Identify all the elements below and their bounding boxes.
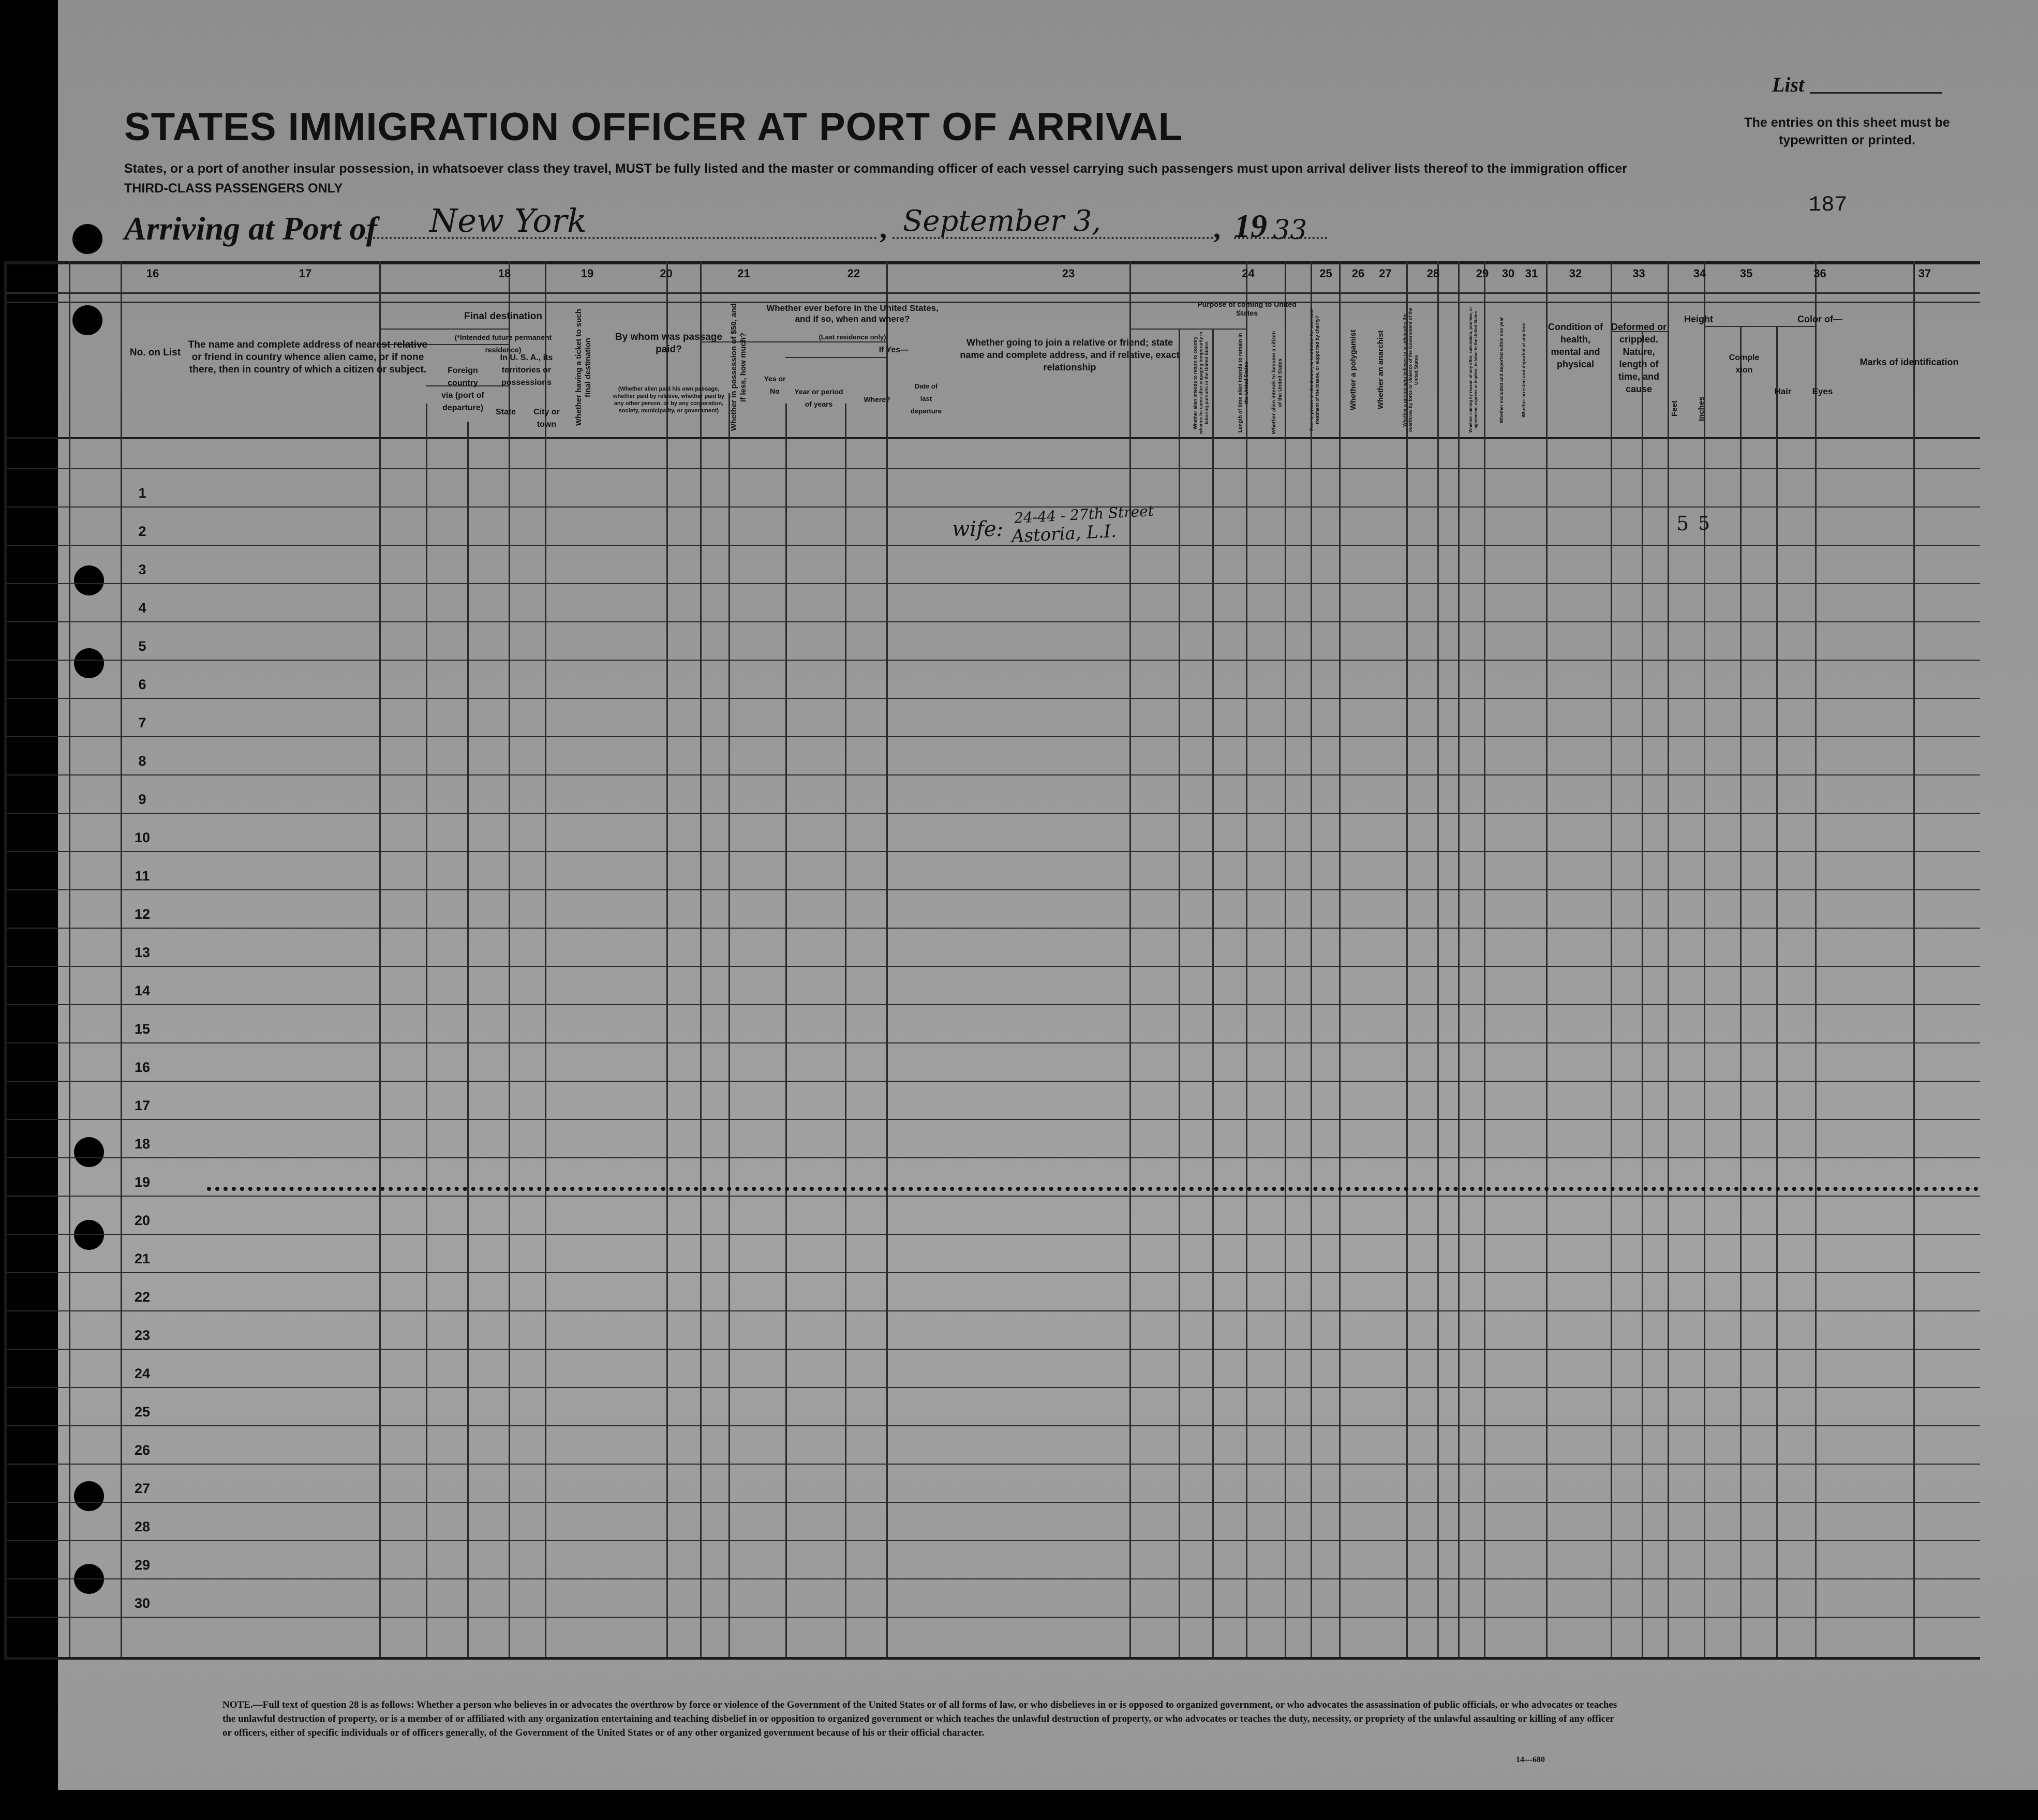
- manifest-grid: [4, 261, 1980, 1657]
- row-number: 25: [134, 1404, 151, 1420]
- header-final-destination: Final destination: [464, 311, 542, 322]
- column-number: 22: [847, 267, 860, 280]
- row-number: 7: [138, 715, 146, 730]
- header-purpose-citizen: Whether alien intends to become a citizen of the United States: [1271, 331, 1283, 435]
- form-instruction: States, or a port of another insular possession, in whatsoever class they travel, MUST be fully listed and the master or commanding officer of each vessel carrying such passengers must upon arrival deliver lists thereof to the immigration officer: [124, 161, 1627, 176]
- column-number: 17: [299, 267, 312, 280]
- list-field-line: [1810, 92, 1942, 94]
- row2-relation: wife:: [952, 517, 1003, 541]
- row-number: 14: [134, 983, 151, 998]
- column-number: 29: [1476, 267, 1489, 280]
- row-number: 11: [135, 868, 150, 884]
- row-number: 16: [134, 1060, 151, 1075]
- header-state: State: [495, 408, 516, 416]
- header-before-in-us: Whether ever before in the United States, and if so, when and where?: [766, 303, 939, 324]
- column-number: 34: [1693, 267, 1706, 280]
- row-number: 2: [138, 524, 146, 539]
- header-joining-relative: Whether going to join a relative or friend; state name and complete address, and if relative, exact relationship: [960, 337, 1180, 372]
- row-number: 26: [134, 1442, 151, 1458]
- column-number: 36: [1813, 267, 1826, 280]
- column-number: 27: [1379, 267, 1392, 280]
- header-deformed: Deformed or crippled. Nature, length of time, and cause: [1611, 322, 1667, 394]
- header-prison: Ever in prison or almshouse, or institution for care and treatment of the insane, or supported by charity?: [1309, 309, 1320, 431]
- header-overthrow: Whether a person who believes in or advocates the overthrow by force or violence of the Government of the United States: [1402, 307, 1419, 432]
- header-feet: Feet: [1670, 400, 1679, 417]
- header-before-in-us-sub: (Last residence only): [819, 333, 886, 341]
- header-excluded: Whether excluded and deported within one year: [1499, 317, 1504, 423]
- strike-line: [207, 1187, 1979, 1191]
- form-title: STATES IMMIGRATION OFFICER AT PORT OF ARRIVAL: [124, 105, 1183, 149]
- row2-height-inches: 5: [1698, 513, 1710, 534]
- row-number: 15: [134, 1021, 151, 1037]
- row-number: 20: [134, 1213, 151, 1228]
- column-number: 18: [498, 267, 511, 280]
- year-prefix: 19: [1234, 207, 1267, 244]
- row-number: 13: [134, 945, 151, 960]
- column-number: 30: [1501, 267, 1515, 280]
- column-number: 26: [1351, 267, 1365, 280]
- year-field-line: [1234, 237, 1327, 239]
- header-anarchist: Whether an anarchist: [1376, 330, 1385, 410]
- punch-hole: [72, 224, 102, 254]
- column-number: 37: [1918, 267, 1931, 280]
- year-suffix: 33: [1273, 215, 1307, 246]
- column-number: 25: [1319, 267, 1332, 280]
- header-complexion: Complexion: [1729, 353, 1760, 375]
- header-polygamist: Whether a polygamist: [1349, 330, 1358, 410]
- row-number: 12: [134, 906, 151, 922]
- row-number: 5: [138, 638, 146, 654]
- header-health: Condition of health, mental and physical: [1548, 322, 1603, 369]
- row-number: 18: [134, 1136, 151, 1152]
- header-in-usa: In U. S. A., its territories or possessions: [500, 353, 553, 387]
- row-number: 22: [134, 1289, 151, 1305]
- header-passage-paid: By whom was passage paid?: [615, 332, 722, 355]
- header-nearest-relative: The name and complete address of nearest relative or friend in country whence alien came, or if none there, then in country of which a citizen or subject.: [188, 339, 428, 375]
- arriving-label: Arriving at Port of: [124, 210, 377, 247]
- row2-address-line2: Astoria, L.I.: [1011, 520, 1117, 547]
- row-number: 1: [138, 485, 146, 501]
- header-marks: Marks of identification: [1860, 357, 1959, 367]
- passenger-class-label: THIRD-CLASS PASSENGERS ONLY: [124, 181, 343, 196]
- row-number: 23: [134, 1327, 151, 1343]
- column-number: 16: [146, 267, 159, 280]
- column-number: 33: [1632, 267, 1645, 280]
- row-number: 21: [134, 1251, 151, 1266]
- row-number: 27: [134, 1481, 151, 1496]
- form-code: 14—680: [1516, 1755, 1545, 1764]
- date-value: September 3,: [903, 204, 1102, 238]
- row-number: 8: [138, 753, 146, 769]
- header-date-departure: Date of last departure: [911, 382, 942, 415]
- row-number: 9: [138, 792, 146, 807]
- header-purpose-return: Whether alien intends to return to country whence he came after engaging temporarily in laboring pursuits in the United States: [1193, 331, 1209, 435]
- row-number: 19: [134, 1174, 151, 1190]
- row-number: 4: [138, 600, 146, 616]
- column-number: 28: [1426, 267, 1440, 280]
- row-number: 28: [134, 1519, 151, 1534]
- column-number: 24: [1242, 267, 1255, 280]
- row-number: 29: [134, 1557, 151, 1573]
- header-color-of: Color of—: [1797, 314, 1842, 324]
- list-label: List: [1772, 73, 1805, 96]
- header-purpose: Purpose of coming to United States: [1197, 300, 1297, 317]
- row-number: 3: [138, 562, 146, 577]
- header-passage-paid-sub: (Whether alien paid his own passage, whether paid by relative, whether paid by any other person, or by any corporation, society, municipality, or government): [613, 386, 725, 414]
- header-eyes: Eyes: [1812, 386, 1833, 396]
- column-number: 21: [737, 267, 750, 280]
- header-where: Where?: [864, 395, 890, 404]
- column-number: 31: [1525, 267, 1538, 280]
- header-purpose-length: Length of time alien intends to remain in the United States: [1238, 333, 1249, 433]
- row-number: 17: [134, 1098, 151, 1113]
- header-labor-offer: Whether coming by reason of any offer, solicitation, promise, or agreement, express or implied, to labor in the United States: [1468, 307, 1478, 433]
- header-yes-no: Yes or No: [764, 375, 786, 395]
- header-fifty-dollars: Whether in possession of $50, and if less, how much?: [730, 303, 748, 431]
- comma: ,: [1213, 213, 1221, 245]
- column-number: 23: [1062, 267, 1075, 280]
- header-foreign-country: Foreign country via (port of departure): [441, 366, 484, 412]
- header-inches: Inches: [1697, 396, 1706, 421]
- row2-height-feet: 5: [1676, 512, 1689, 535]
- row-number: 30: [134, 1595, 151, 1611]
- page-number: 187: [1808, 192, 1848, 217]
- comma: ,: [880, 213, 887, 245]
- port-value: New York: [429, 202, 587, 240]
- header-period: Year or period of years: [794, 387, 843, 408]
- row2-address-line1: 24-44 - 27th Street: [1014, 502, 1154, 527]
- header-final-destination-sub: (*Intended future permanent residence): [454, 333, 552, 354]
- column-number: 20: [660, 267, 673, 280]
- header-hair: Hair: [1774, 386, 1792, 396]
- row-number: 10: [134, 830, 151, 845]
- header-no-on-list: No. on List: [129, 347, 181, 358]
- column-number: 19: [581, 267, 594, 280]
- header-if-yes: If Yes—: [879, 346, 909, 354]
- header-ticket: Whether having a ticket to such final destination: [574, 309, 592, 426]
- header-height: Height: [1684, 314, 1713, 324]
- header-arrested: Whether arrested and deported at any time: [1521, 322, 1526, 417]
- header-city: City or town: [533, 408, 560, 429]
- column-number: 35: [1739, 267, 1753, 280]
- footer-note: NOTE.—Full text of question 28 is as follows: Whether a person who believes in or advocates the overthrow by force or violence of the Government of the United States or of all forms of law, or who disbelieves in or is opposed to organized government, or who advocates the assassination of public officials, or who advocates or teaches the unlawful destruction of property, or is a member of or affiliated with any organization entertaining and teaching disbelief in or opposition to organized government or which teaches the unlawful destruction of property, or who advocates or teaches the duty, necessity, or propriety of the unlawful assaulting or killing of any officer or officers, either of specific individuals or of officers generally, of the Government of the United States or of any other organized government because of his or their official character.: [222, 1699, 1617, 1738]
- entries-note: The entries on this sheet must be typewritten or printed.: [1744, 115, 1950, 147]
- column-number: 32: [1569, 267, 1582, 280]
- row-number: 24: [134, 1366, 151, 1381]
- row-number: 6: [138, 677, 146, 692]
